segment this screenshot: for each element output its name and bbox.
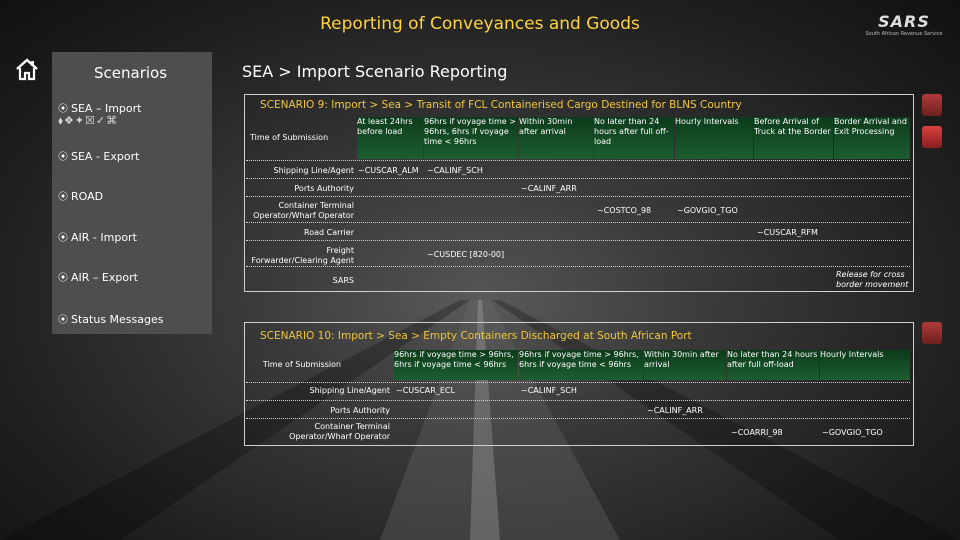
s9-col-3-text: Within 30min after arrival (519, 117, 573, 136)
sars-logo (864, 12, 944, 37)
sidebar-item-label: ROAD (71, 190, 104, 203)
s9-row-3-v1: ~COSTCO_98 (597, 206, 652, 215)
s9-row-4-label: Road Carrier (304, 228, 354, 237)
s9-row-1-label: Shipping Line/Agent (273, 166, 354, 175)
s9-col-6-text: Before Arrival of Truck at the Border (754, 117, 831, 136)
circle-arrow-icon: ⦿ (58, 233, 68, 244)
s10-col-5-text: Hourly Intervals (820, 350, 884, 359)
truck-icon (922, 322, 942, 344)
s10-divider (246, 418, 910, 419)
s10-divider (246, 382, 910, 383)
s9-col-1 (357, 117, 423, 159)
s10-col-2-text: 96hrs if voyage time > 96hrs, 6hrs if voyage time < 96hrs (519, 350, 639, 369)
s10-col-5 (820, 350, 910, 380)
s10-col-4-text: No later than 24 hours after full off-load (727, 350, 818, 369)
s9-row-3-v2: ~GOVGIO_TGO (677, 206, 738, 215)
sidebar-item-label: AIR - Import (71, 231, 137, 244)
s9-col-6 (754, 117, 833, 159)
s9-col-4 (594, 117, 674, 159)
circle-arrow-icon: ⦿ (58, 152, 68, 163)
sidebar-title: Scenarios (94, 64, 168, 82)
s9-row-3-label: Container Terminal Operator/Wharf Operator (253, 201, 354, 220)
s9-col-2 (424, 117, 518, 159)
s10-col-3-text: Within 30min after arrival (644, 350, 719, 369)
s10-col-1-text: 96hrs if voyage time > 96hrs, 6hrs if voyage time < 96hrs (394, 350, 514, 369)
wingdings-symbols: ⬧❖✦☒✓⌘ (58, 114, 119, 127)
s10-col-2 (519, 350, 643, 380)
s9-divider (246, 196, 910, 197)
sidebar-item-label: SEA – Import (71, 102, 142, 115)
s10-row-3-v1: ~COARRI_98 (731, 428, 783, 437)
s9-col-7-text: Border Arrival and Exit Processing (834, 117, 907, 136)
scenario-10-heading: SCENARIO 10: Import > Sea > Empty Containers Discharged at South African Port (260, 330, 692, 342)
sidebar-item-air-export[interactable] (58, 269, 138, 284)
page-header-title: Reporting of Conveyances and Goods (320, 14, 640, 34)
home-icon[interactable] (14, 56, 40, 82)
sidebar-item-label: AIR – Export (71, 271, 138, 284)
s9-row-2-v1: ~CALINF_ARR (521, 184, 577, 193)
s10-col-3 (644, 350, 726, 380)
s9-row-1-v2: ~CALINF_SCH (427, 166, 483, 175)
s10-row-1-v2: ~CALINF_SCH (521, 386, 577, 395)
s10-row-3-v2: ~GOVGIO_TGO (822, 428, 883, 437)
s9-row-6-v1: Release for cross border movement (836, 270, 909, 289)
page-title: SEA > Import Scenario Reporting (242, 62, 508, 81)
sidebar-item-air-import[interactable] (58, 229, 137, 244)
s9-col-5 (675, 117, 753, 159)
sars-logo-text: SARS (878, 12, 930, 31)
s9-divider (246, 160, 910, 161)
scenario-9-heading: SCENARIO 9: Import > Sea > Transit of FCL Containerised Cargo Destined for BLNS Country (260, 99, 742, 111)
sidebar-item-sea-import[interactable] (58, 100, 141, 115)
s9-row-1-v1: ~CUSCAR_ALM (358, 166, 419, 175)
s9-row-5-label: Freight Forwarder/Clearing Agent (251, 246, 354, 265)
s9-divider (246, 240, 910, 241)
s9-col-5-text: Hourly Intervals (675, 117, 739, 126)
truck-icon (922, 94, 942, 116)
s10-time-label: Time of Submission (262, 360, 342, 369)
s9-row-2-label: Ports Authority (294, 184, 354, 193)
s9-row-6-label: SARS (332, 276, 354, 285)
circle-arrow-icon: ⦿ (58, 104, 68, 115)
s10-row-2-label: Ports Authority (330, 406, 390, 415)
s9-time-label: Time of Submission (250, 133, 329, 142)
circle-arrow-icon: ⦿ (58, 192, 68, 203)
s9-row-4-v1: ~CUSCAR_RFM (757, 228, 818, 237)
s10-col-1 (394, 350, 518, 380)
s9-col-7 (834, 117, 910, 159)
s9-col-3 (519, 117, 593, 159)
s10-row-2-v1: ~CALINF_ARR (647, 406, 703, 415)
s10-col-4 (727, 350, 819, 380)
s9-divider (246, 178, 910, 179)
sars-logo-sub: South African Revenue Service (865, 31, 943, 37)
sidebar-item-sea-export[interactable] (58, 148, 139, 163)
s10-row-1-v1: ~CUSCAR_ECL (396, 386, 455, 395)
s9-row-5-v1: ~CUSDEC [820-00] (427, 250, 505, 259)
sidebar-item-label: Status Messages (71, 313, 164, 326)
s9-col-1-text: At least 24hrs before load (357, 117, 413, 136)
s9-divider (246, 266, 910, 267)
s9-col-2-text: 96hrs if voyage time > 96hrs, 6hrs if voyage time < 96hrs (424, 117, 516, 146)
s10-row-1-label: Shipping Line/Agent (309, 386, 390, 395)
sidebar-item-road[interactable] (58, 188, 103, 203)
sidebar-item-status-messages[interactable] (58, 311, 164, 326)
circle-arrow-icon: ⦿ (58, 273, 68, 284)
sidebar-item-label: SEA - Export (71, 150, 140, 163)
s9-col-4-text: No later than 24 hours after full off-load (594, 117, 669, 146)
s9-divider (246, 222, 910, 223)
s10-row-3-label: Container Terminal Operator/Wharf Operator (289, 422, 390, 441)
truck-icon (922, 126, 942, 148)
circle-arrow-icon: ⦿ (58, 315, 68, 326)
s10-divider (246, 400, 910, 401)
